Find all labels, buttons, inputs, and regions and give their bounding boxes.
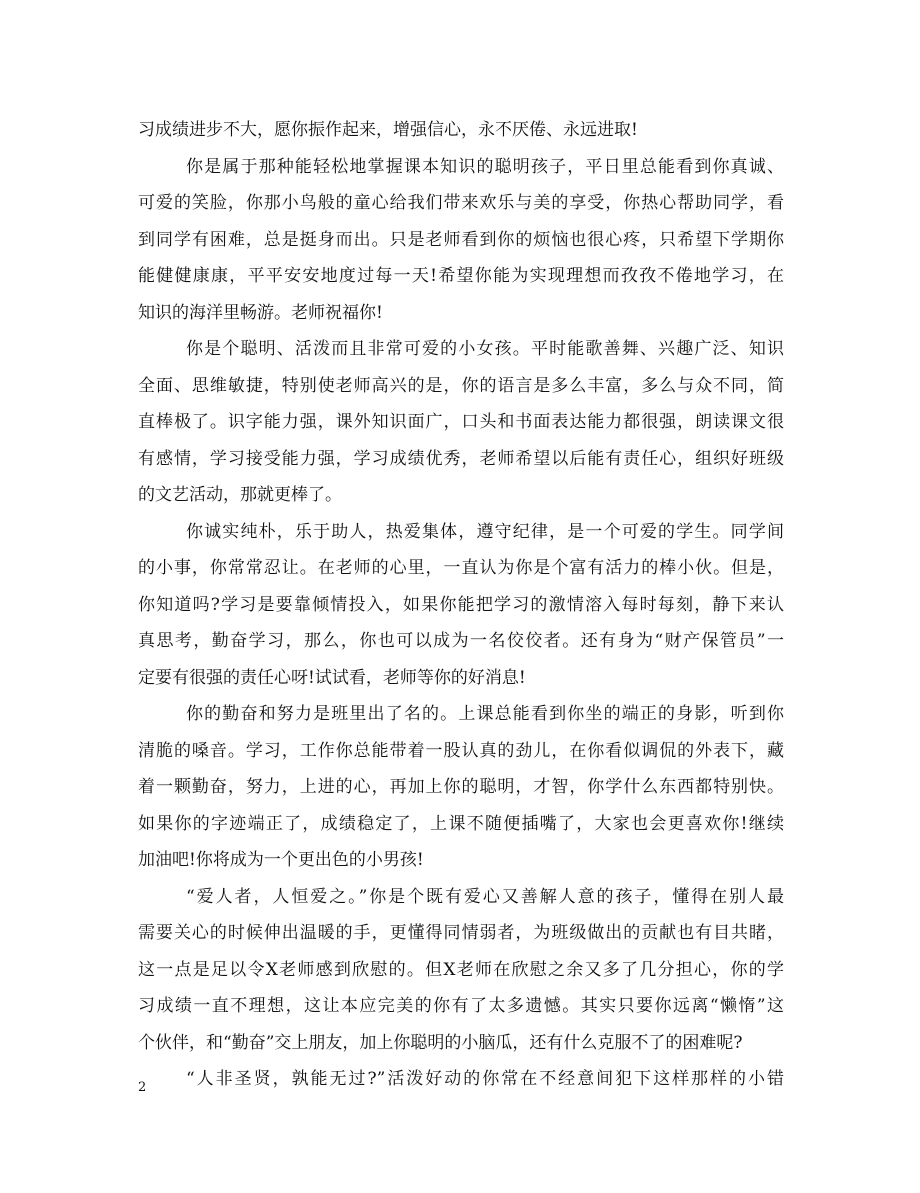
paragraph-line: “爱人者，人恒爱之。”你是个既有爱心又善解人意的孩子，懂得在别人最 (186, 886, 784, 907)
paragraph (138, 331, 784, 514)
paragraph-line: 的文艺活动，那就更棒了。 (138, 485, 342, 505)
paragraph-line: 习成绩进步不大，愿你振作起来，增强信心，永不厌倦、永远进取! (138, 120, 638, 140)
paragraph-line: 习成绩一直不理想，这让本应完美的你有了太多遗憾。其实只要你远离“懒惰”这 (138, 996, 784, 1016)
paragraph-line: 你知道吗?学习是要靠倾情投入，如果你能把学习的激情溶入每时每刻，静下来认 (138, 594, 784, 615)
paragraph (138, 514, 784, 697)
paragraph (138, 1061, 784, 1098)
paragraph-line: 到同学有困难，总是挺身而出。只是老师看到你的烦恼也很心疼，只希望下学期你 (138, 229, 784, 250)
paragraph-line: 的小事，你常常忍让。在老师的心里，一直认为你是个富有活力的棒小伙。但是， (138, 558, 784, 578)
paragraph-line: 全面、思维敏捷，特别使老师高兴的是，你的语言是多么丰富，多么与众不同，简 (138, 375, 784, 396)
paragraph-line: 定要有很强的责任心呀!试试看，老师等你的好消息! (138, 667, 526, 688)
paragraph-line: 加油吧!你将成为一个更出色的小男孩! (138, 850, 424, 870)
paragraph-line: 可爱的笑脸，你那小鸟般的童心给我们带来欢乐与美的享受，你热心帮助同学，看 (138, 193, 784, 213)
paragraph-line: 直棒极了。识字能力强，课外知识面广，口头和书面表达能力都很强，朗读课文很 (138, 412, 784, 432)
paragraph-line: 真思考，勤奋学习，那么，你也可以成为一名佼佼者。还有身为“财产保管员”一 (138, 631, 784, 651)
paragraph-line: 能健健康康，平平安安地度过每一天!希望你能为实现理想而孜孜不倦地学习，在 (138, 266, 784, 286)
paragraph-line: “人非圣贤，孰能无过?”活泼好动的你常在不经意间犯下这样那样的小错 (186, 1069, 784, 1089)
paragraph (138, 149, 784, 332)
paragraph-line: 知识的海洋里畅游。老师祝福你! (138, 302, 383, 323)
paragraph-line: 你是属于那种能轻松地掌握课本知识的聪明孩子，平日里总能看到你真诚、 (186, 156, 784, 177)
paragraph-line: 需要关心的时候伸出温暖的手，更懂得同情弱者，为班级做出的贡献也有目共睹， (138, 923, 784, 943)
paragraph-line: 你是个聪明、活泼而且非常可爱的小女孩。平时能歌善舞、兴趣广泛、知识 (186, 339, 784, 359)
paragraph (138, 879, 784, 1062)
paragraph-line: 你的勤奋和努力是班里出了名的。上课总能看到你坐的端正的身影，听到你 (186, 704, 784, 724)
paragraph-line: 有感情，学习接受能力强，学习成绩优秀，老师希望以后能有责任心，组织好班级 (138, 448, 784, 469)
page-number: 2 (138, 1080, 147, 1095)
paragraph-line: 个伙伴，和“勤奋”交上朋友，加上你聪明的小脑瓜，还有什么克服不了的困难呢? (138, 1032, 743, 1053)
paragraph-line: 你诚实纯朴，乐于助人，热爱集体，遵守纪律，是一个可爱的学生。同学间 (186, 521, 784, 542)
paragraph-line: 如果你的字迹端正了，成绩稳定了，上课不随便插嘴了，大家也会更喜欢你!继续 (138, 813, 784, 834)
paragraph (138, 696, 784, 879)
document-body (138, 112, 784, 1098)
paragraph-line: 这一点是足以令X老师感到欣慰的。但X老师在欣慰之余又多了几分担心，你的学 (138, 959, 784, 980)
paragraph-line: 清脆的嗓音。学习，工作你总能带着一股认真的劲儿，在你看似调侃的外表下，藏 (138, 740, 784, 761)
paragraph-line: 着一颗勤奋，努力，上进的心，再加上你的聪明，才智，你学什么东西都特别快。 (138, 777, 784, 797)
paragraph (138, 112, 784, 149)
